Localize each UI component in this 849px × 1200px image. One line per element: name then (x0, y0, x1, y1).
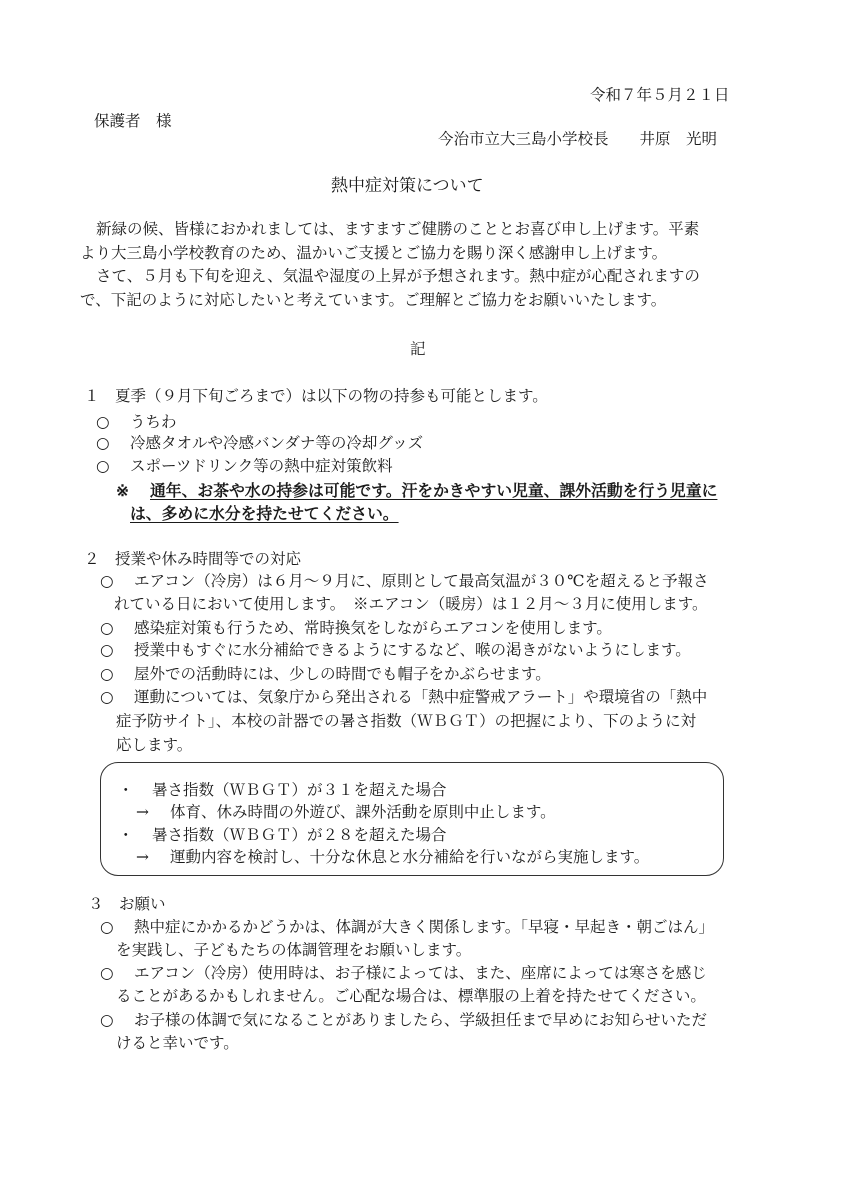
section3-item: 熱中症にかかるかどうかは、体調が大きく関係します。「早寝・早起き・朝ごはん」 (134, 918, 715, 936)
intro-line: で、下記のように対応したいと考えています。ご理解とご協力をお願いいたします。 (80, 291, 667, 309)
bullet-icon: ○ (96, 413, 110, 431)
bullet-icon: ○ (100, 1011, 114, 1029)
wbgt-action: 運動内容を検討し、十分な休息と水分補給を行いながら実施します。 (170, 848, 650, 866)
bullet-icon: ○ (100, 964, 114, 982)
bullet-icon: ○ (100, 918, 114, 936)
section2-item: 感染症対策も行うため、常時換気をしながらエアコンを使用します。 (134, 619, 612, 637)
dot-icon: ・ (118, 781, 134, 799)
bullet-icon: ○ (100, 572, 114, 590)
recipient: 保護者 様 (94, 112, 172, 130)
section1-note: は、多めに水分を持たせてください。 (130, 504, 399, 523)
bullet-icon: ○ (100, 665, 114, 683)
wbgt-action: 体育、休み時間の外遊び、課外活動を原則中止します。 (170, 803, 556, 821)
section1-item: 冷感タオルや冷感バンダナ等の冷却グッズ (130, 434, 424, 452)
arrow-icon: → (136, 848, 149, 866)
section1-heading: １ 夏季（９月下旬ごろまで）は以下の物の持参も可能とします。 (84, 387, 548, 405)
document-title: 熱中症対策について (331, 176, 484, 196)
section1-item: うちわ (130, 413, 177, 431)
section3-item: エアコン（冷房）使用時は、お子様によっては、また、座席によっては寒さを感じ (134, 964, 707, 982)
bullet-icon: ○ (100, 619, 114, 637)
section2-item: エアコン（冷房）は６月～９月に、原則として最高気温が３０℃を超えると予報さ (134, 572, 709, 590)
section2-item: れている日において使用します。 ※エアコン（暖房）は１２月～３月に使用します。 (114, 595, 708, 613)
section2-item: 症予防サイト」、本校の計器での暑さ指数（ＷＢＧＴ）の把握により、下のように対 (116, 712, 697, 730)
section3-heading: ３ お願い (88, 895, 166, 913)
sender: 今治市立大三島小学校長 井原 光明 (438, 130, 718, 148)
section2-heading: ２ 授業や休み時間等での対応 (84, 550, 302, 568)
intro-line: 新緑の候、皆様におかれましては、ますますご健勝のこととお喜び申し上げます。平素 (96, 220, 700, 238)
bullet-icon: ○ (100, 641, 114, 659)
bullet-icon: ○ (96, 434, 110, 452)
section3-item: けると幸いです。 (116, 1034, 239, 1052)
section3-item: を実践し、子どもたちの体調管理をお願いします。 (116, 941, 472, 959)
section2-item: 屋外での活動時には、少しの時間でも帽子をかぶらせます。 (134, 665, 551, 683)
ki-heading: 記 (410, 340, 426, 358)
wbgt-condition: 暑さ指数（ＷＢＧＴ）が２８を超えた場合 (152, 826, 447, 844)
dot-icon: ・ (118, 826, 134, 844)
section2-item: 運動については、気象庁から発出される「熱中症警戒アラート」や環境省の「熱中 (134, 688, 708, 706)
bullet-icon: ○ (100, 688, 114, 706)
intro-line: より大三島小学校教育のため、温かいご支援とご協力を賜り深く感謝申し上げます。 (80, 244, 668, 262)
section3-item: お子様の体調で気になることがありましたら、学級担任まで早めにお知らせいただ (134, 1011, 708, 1029)
section1-item: スポーツドリンク等の熱中症対策飲料 (130, 457, 393, 475)
bullet-icon: ○ (96, 457, 110, 475)
section1-note: 通年、お茶や水の持参は可能です。汗をかきやすい児童、課外活動を行う児童に (150, 481, 718, 500)
document-date: 令和７年５月２１日 (590, 86, 730, 104)
note-mark: ※ (116, 481, 129, 500)
wbgt-condition: 暑さ指数（ＷＢＧＴ）が３１を超えた場合 (152, 781, 447, 799)
arrow-icon: → (136, 803, 149, 821)
section2-item: 応します。 (116, 736, 193, 754)
section2-item: 授業中もすぐに水分補給できるようにするなど、喉の渇きがないようにします。 (134, 641, 691, 659)
section3-item: ることがあるかもしれません。ご心配な場合は、標準服の上着を持たせてください。 (116, 987, 706, 1005)
intro-line: さて、５月も下旬を迎え、気温や湿度の上昇が予想されます。熱中症が心配されますの (96, 267, 700, 285)
